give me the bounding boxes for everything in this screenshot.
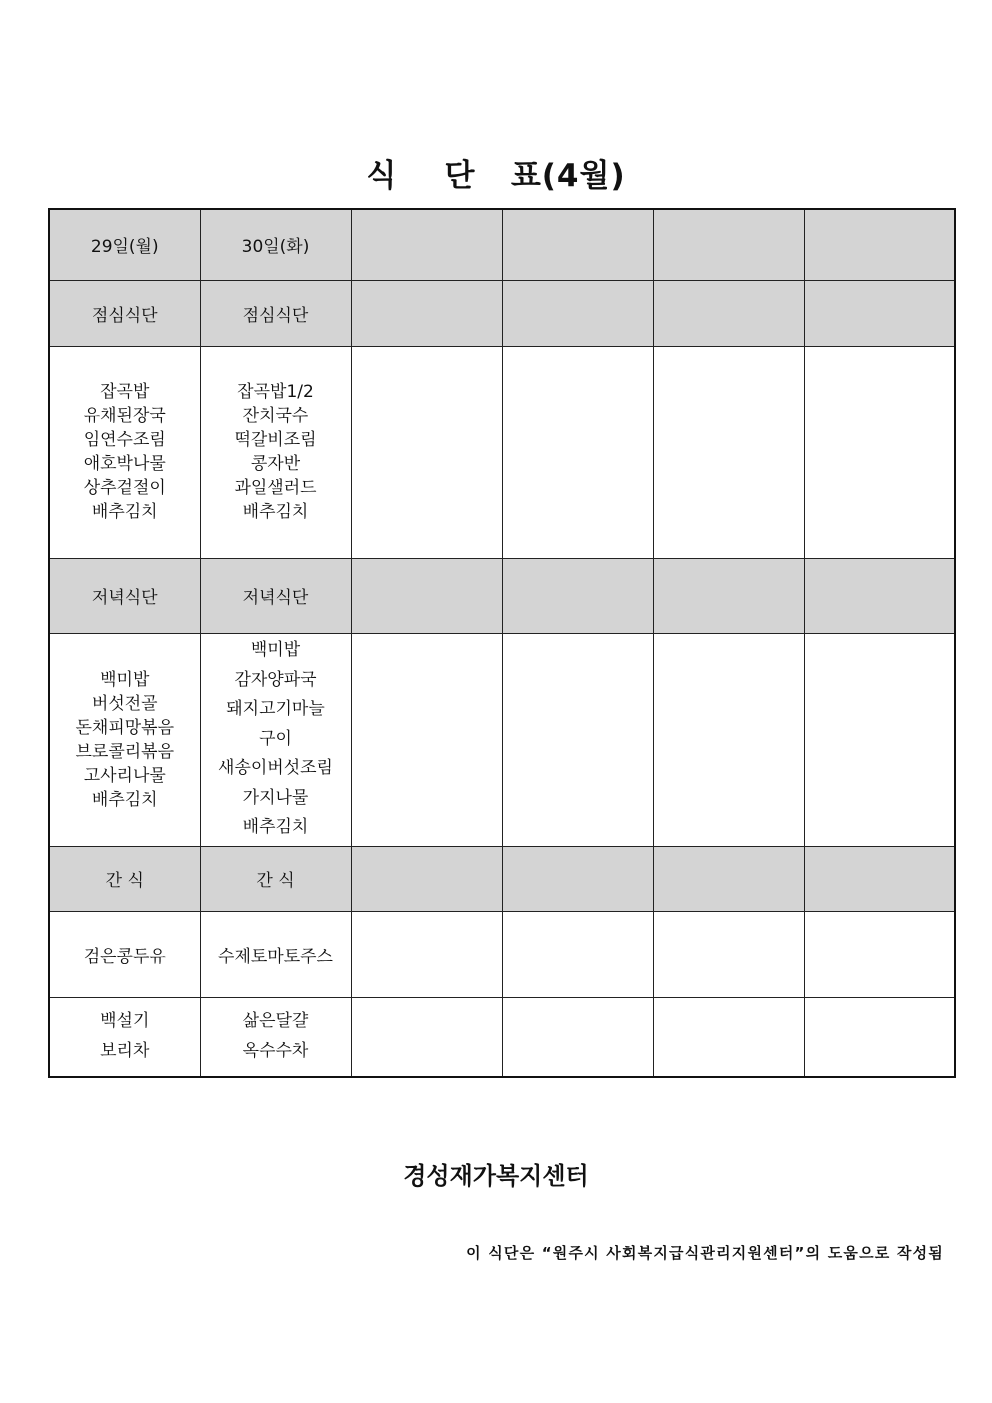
snack-cell: 백설기 보리차	[49, 997, 200, 1077]
lunch-header-row	[49, 280, 955, 346]
snack-label-cell	[653, 846, 804, 911]
dinner-menu-row	[49, 633, 955, 846]
lunch-menu-cell	[351, 346, 502, 558]
lunch-menu-cell	[653, 346, 804, 558]
date-cell: 30일(화)	[200, 209, 351, 280]
snack-cell	[351, 911, 502, 997]
credit-note: 이 식단은 “원주시 사회복지급식관리지원센터”의 도움으로 작성됨	[466, 1244, 944, 1262]
date-cell	[502, 209, 653, 280]
dinner-menu-cell	[653, 633, 804, 846]
lunch-label-cell	[804, 280, 955, 346]
snack-label-cell	[804, 846, 955, 911]
snack-cell	[653, 911, 804, 997]
lunch-label-cell	[653, 280, 804, 346]
dinner-label-cell	[653, 558, 804, 633]
snack-cell	[804, 911, 955, 997]
dinner-header-row	[49, 558, 955, 633]
lunch-menu-cell: 잡곡밥1/2 잔치국수 떡갈비조림 콩자반 과일샐러드 배추김치	[200, 346, 351, 558]
meal-plan-table	[48, 208, 956, 1078]
dinner-label-cell	[502, 558, 653, 633]
snack-cell	[804, 997, 955, 1077]
lunch-menu-row	[49, 346, 955, 558]
dinner-menu-cell: 백미밥 버섯전골 돈채피망볶음 브로콜리볶음 고사리나물 배추김치	[49, 633, 200, 846]
dinner-menu-cell: 백미밥 감자양파국 돼지고기마늘 구이 새송이버섯조림 가지나물 배추김치	[200, 633, 351, 846]
lunch-menu-cell	[804, 346, 955, 558]
snack-cell	[351, 997, 502, 1077]
date-cell: 29일(월)	[49, 209, 200, 280]
dinner-label-cell: 저녁식단	[49, 558, 200, 633]
snack-row-2	[49, 997, 955, 1077]
snack-cell	[502, 911, 653, 997]
snack-cell	[653, 997, 804, 1077]
dinner-menu-cell	[351, 633, 502, 846]
snack-header-row	[49, 846, 955, 911]
lunch-menu-cell: 잡곡밥 유채된장국 임연수조림 애호박나물 상추겉절이 배추김치	[49, 346, 200, 558]
lunch-label-cell	[502, 280, 653, 346]
lunch-label-cell: 점심식단	[49, 280, 200, 346]
lunch-menu-cell	[502, 346, 653, 558]
center-name: 경성재가복지센터	[403, 1162, 589, 1190]
snack-label-cell: 간 식	[49, 846, 200, 911]
date-cell	[351, 209, 502, 280]
date-cell	[804, 209, 955, 280]
date-cell	[653, 209, 804, 280]
dinner-menu-cell	[502, 633, 653, 846]
snack-label-cell: 간 식	[200, 846, 351, 911]
snack-label-cell	[351, 846, 502, 911]
lunch-label-cell: 점심식단	[200, 280, 351, 346]
date-header-row	[49, 209, 955, 280]
snack-cell: 검은콩두유	[49, 911, 200, 997]
snack-row-1	[49, 911, 955, 997]
dinner-menu-cell	[804, 633, 955, 846]
lunch-label-cell	[351, 280, 502, 346]
dinner-label-cell: 저녁식단	[200, 558, 351, 633]
snack-cell: 삶은달걀 옥수수차	[200, 997, 351, 1077]
snack-label-cell	[502, 846, 653, 911]
dinner-label-cell	[804, 558, 955, 633]
snack-cell	[502, 997, 653, 1077]
snack-cell: 수제토마토주스	[200, 911, 351, 997]
dinner-label-cell	[351, 558, 502, 633]
page-title: 식 단 표(4월)	[366, 158, 626, 194]
